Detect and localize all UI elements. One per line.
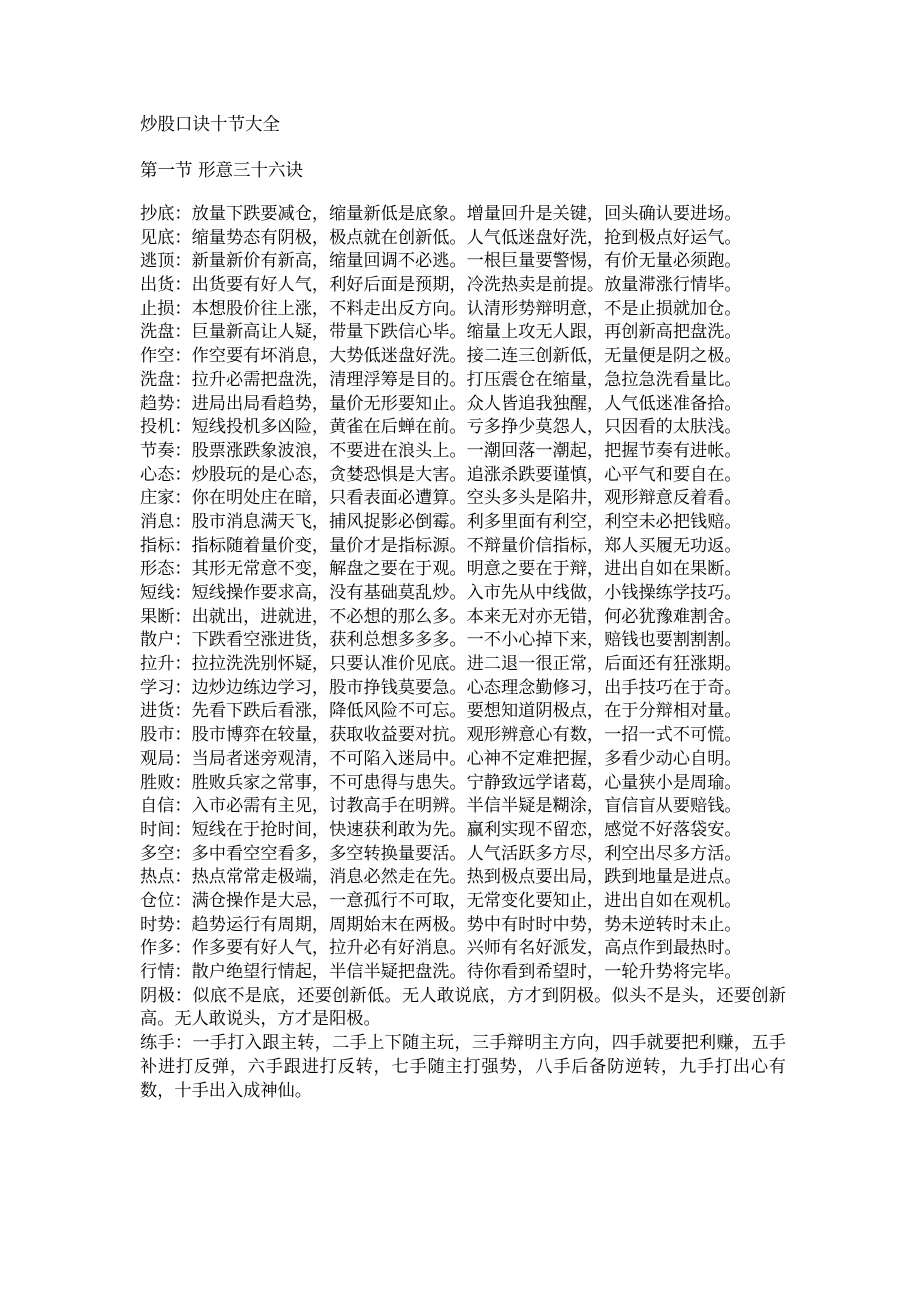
rule-line: 心态：炒股玩的是心态，贪婪恐惧是大害。追涨杀跌要谨慎，心平气和要自在。: [140, 464, 742, 485]
paragraph-yin-extreme: 阴极：似底不是底，还要创新低。无人敢说底，方才到阴极。似头不是头，还要创新高。无人敢说头，方才是阳极。: [140, 985, 786, 1030]
rule-line: 拉升：拉拉洗洗别怀疑，只要认准价见底。进二退一很正常，后面还有狂涨期。: [140, 654, 742, 675]
rule-line: 趋势：进局出局看趋势，量价无形要知止。众人皆追我独醒，人气低迷准备拾。: [140, 393, 742, 414]
rule-line: 作多：作多要有好人气，拉升必有好消息。兴师有名好派发，高点作到最热时。: [140, 938, 742, 959]
rule-line: 观局：当局者迷旁观清，不可陷入迷局中。心神不定难把握，多看少动心自明。: [140, 748, 742, 769]
rule-line: 形态：其形无常意不变，解盘之要在于观。明意之要在于辩，进出自如在果断。: [140, 559, 742, 580]
rule-line: 消息：股市消息满天飞，捕风捉影必倒霉。利多里面有利空，利空未必把钱赔。: [140, 511, 742, 532]
rule-line: 行情：散户绝望行情起，半信半疑把盘洗。待你看到希望时，一轮升势将完毕。: [140, 962, 742, 982]
document-page: [140, 112, 790, 1103]
rule-line: 热点：热点常常走极端，消息必然走在先。热到极点要出局，跌到地量是进点。: [140, 867, 742, 888]
rule-line: 时间：短线在于抢时间，快速获利敢为先。赢利实现不留恋，感觉不好落袋安。: [140, 819, 742, 840]
rule-line: 自信：入市必需有主见，讨教高手在明辨。半信半疑是糊涂，盲信盲从要赔钱。: [140, 796, 742, 817]
rule-line: 果断：出就出，进就进，不必想的那么多。本来无对亦无错，何必犹豫难割舍。: [140, 606, 742, 627]
rule-line: 出货：出货要有好人气，利好后面是预期，冷洗热卖是前提。放量滞涨行情毕。: [140, 275, 742, 296]
section-title: 第一节 形意三十六诀: [140, 161, 304, 181]
rule-line: 逃顶：新量新价有新高，缩量回调不必逃。一根巨量要警惕，有价无量必须跑。: [140, 251, 742, 272]
rule-line: 多空：多中看空空看多，多空转换量要活。人气活跃多方尽，利空出尽多方活。: [140, 843, 742, 864]
rule-line: 短线：短线操作要求高，没有基础莫乱炒。入市先从中线做，小钱操练学技巧。: [140, 583, 742, 603]
document-title: 炒股口诀十节大全: [140, 115, 280, 135]
rules-list: [140, 203, 790, 1103]
rule-line: 指标：指标随着量价变，量价才是指标源。不辩量价信指标，郑人买履无功返。: [140, 535, 742, 556]
rule-line: 进货：先看下跌后看涨，降低风险不可忘。要想知道阴极点，在于分辩相对量。: [140, 701, 742, 722]
rule-line: 洗盘：巨量新高让人疑，带量下跌信心毕。缩量上攻无人跟，再创新高把盘洗。: [140, 322, 742, 343]
rule-line: 止损：本想股价往上涨，不料走出反方向。认清形势辩明意，不是止损就加仓。: [140, 298, 742, 319]
rule-line: 节奏：股票涨跌象波浪，不要进在浪头上。一潮回落一潮起，把握节奏有进帐。: [140, 440, 742, 461]
rule-line: 洗盘：拉升必需把盘洗，清理浮筹是目的。打压震仓在缩量，急拉急洗看量比。: [140, 369, 742, 390]
rule-line: 学习：边炒边练边学习，股市挣钱莫要急。心态理念勤修习，出手技巧在于奇。: [140, 677, 742, 698]
paragraph-practice-hands: 练手：一手打入跟主转，二手上下随主玩，三手辩明主方向，四手就要把利赚，五手补进打反弹，六手跟进打反转，七手随主打强势，八手后备防逆转，九手打出心有数，十手出入成神仙。: [140, 1033, 786, 1101]
rule-line: 投机：短线投机多凶险，黄雀在后蝉在前。亏多挣少莫怨人，只因看的太肤浅。: [140, 417, 742, 438]
rule-line: 时势：趋势运行有周期，周期始末在两极。势中有时时中势，势未逆转时未止。: [140, 914, 742, 935]
rule-line: 作空：作空要有坏消息，大势低迷盘好洗。接二连三创新低，无量便是阴之极。: [140, 346, 742, 367]
rule-line: 散户：下跌看空涨进货，获利总想多多多。一不小心掉下来，赔钱也要割割割。: [140, 630, 742, 651]
rule-line: 胜败：胜败兵家之常事，不可患得与患失。宁静致远学诸葛，心量狭小是周瑜。: [140, 772, 742, 793]
rule-line: 股市：股市博弈在较量，获取收益要对抗。观形辨意心有数，一招一式不可慌。: [140, 725, 742, 746]
rule-line: 仓位：满仓操作是大忌，一意孤行不可取，无常变化要知止，进出自如在观机。: [140, 890, 742, 911]
rule-line: 庄家：你在明处庄在暗，只看表面必遭算。空头多头是陷井，观形辩意反着看。: [140, 488, 742, 509]
rule-line: 见底：缩量势态有阴极，极点就在创新低。人气低迷盘好洗，抢到极点好运气。: [140, 227, 742, 248]
rule-line: 抄底：放量下跌要减仓，缩量新低是底象。增量回升是关键，回头确认要进场。: [140, 204, 742, 224]
